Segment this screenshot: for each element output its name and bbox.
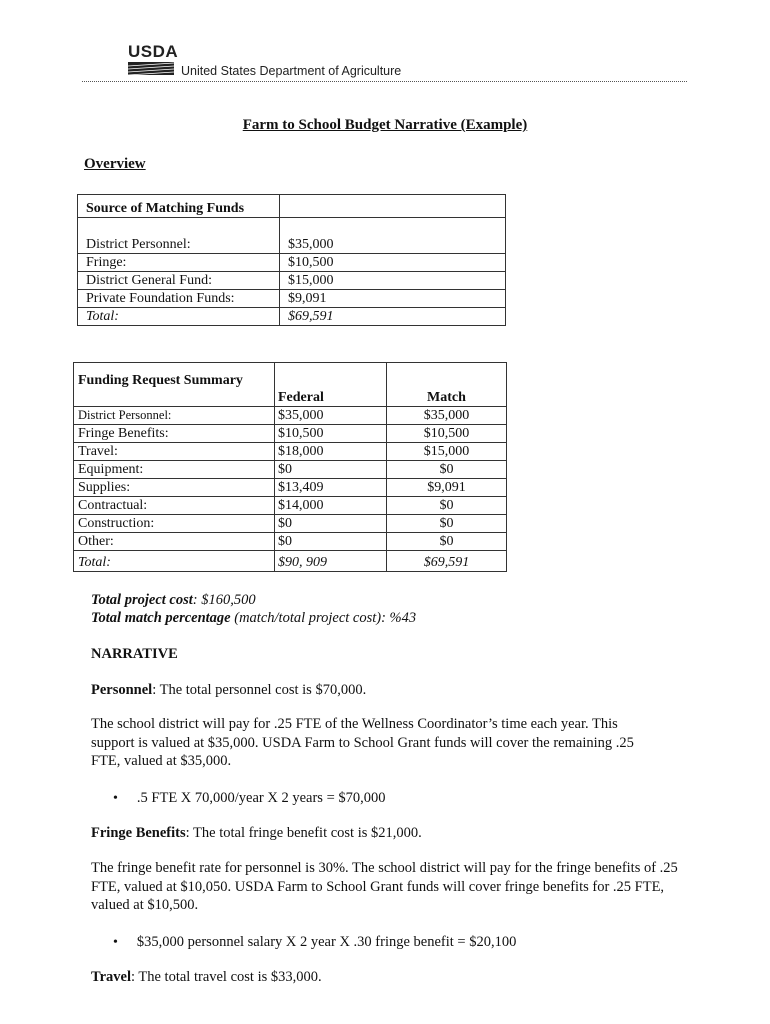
header-divider — [82, 81, 687, 82]
usda-department-name: United States Department of Agriculture — [181, 64, 402, 78]
usda-logo-mark-icon — [128, 62, 174, 75]
bullet-icon: • — [113, 935, 118, 950]
overview-heading: Overview — [84, 156, 146, 172]
personnel-summary: Personnel: The total personnel cost is $70,000. — [91, 682, 367, 698]
funding-summary-header: Funding Request Summary — [74, 363, 275, 390]
table-row: Contractual: $14,000 $0 — [74, 497, 507, 515]
page-title: Farm to School Budget Narrative (Example) — [242, 117, 528, 133]
table-row: Supplies: $13,409 $9,091 — [74, 479, 507, 497]
table-row: Private Foundation Funds: $9,091 — [78, 290, 506, 308]
match-column-header: Match — [387, 389, 507, 407]
bullet-icon: • — [113, 791, 118, 806]
travel-summary: Travel: The total travel cost is $33,000. — [91, 969, 322, 985]
table-row: District General Fund: $15,000 — [78, 272, 506, 290]
total-row: Total: $90, 909 $69,591 — [74, 551, 507, 572]
table-row: Other: $0 $0 — [74, 533, 507, 551]
table-row: Equipment: $0 $0 — [74, 461, 507, 479]
funding-request-summary-table — [73, 362, 507, 572]
table-row: Travel: $18,000 $15,000 — [74, 443, 507, 461]
fringe-bullet: • $35,000 personnel salary X 2 year X .30 fringe benefit = $20,100 — [113, 934, 517, 950]
table-row: Construction: $0 $0 — [74, 515, 507, 533]
total-match-percentage: Total match percentage (match/total project cost): %43 — [91, 610, 417, 626]
table-row: District Personnel: $35,000 — [78, 236, 506, 254]
personnel-bullet: • .5 FTE X 70,000/year X 2 years = $70,000 — [113, 790, 386, 806]
total-project-cost: Total project cost: $160,500 — [91, 592, 256, 608]
federal-column-header: Federal — [275, 389, 387, 407]
fringe-summary: Fringe Benefits: The total fringe benefit cost is $21,000. — [91, 825, 422, 841]
usda-logo-text: USDA — [128, 42, 179, 61]
fringe-paragraph: The fringe benefit rate for personnel is 30%. The school district will pay for the fringe benefits of .25 FTE, valued at $10,050. USDA Farm to School Grant funds will cover fringe benefits for .25 FTE, valued at $10,500. — [91, 860, 678, 913]
total-row: Total: $69,591 — [78, 308, 506, 326]
table-row: Fringe: $10,500 — [78, 254, 506, 272]
matching-funds-table — [77, 194, 506, 326]
matching-funds-header: Source of Matching Funds — [78, 195, 280, 218]
narrative-heading: NARRATIVE — [91, 646, 178, 662]
table-row: District Personnel: $35,000 $35,000 — [74, 407, 507, 425]
personnel-paragraph: The school district will pay for .25 FTE of the Wellness Coordinator’s time each year. This support is valued at $35,000. USDA Farm to School Grant funds will cover the remaining .25 FTE, valued at $35,000. — [91, 716, 634, 769]
table-row: Fringe Benefits: $10,500 $10,500 — [74, 425, 507, 443]
